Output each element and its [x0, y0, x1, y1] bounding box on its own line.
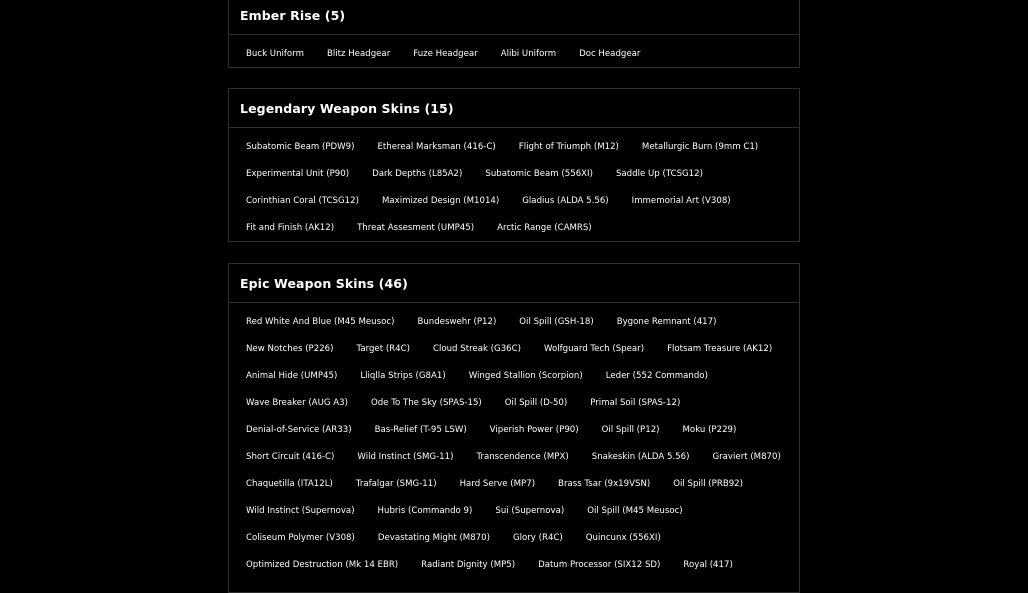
skin-item[interactable]: Oil Spill (GSH-18) — [519, 316, 594, 327]
skin-item[interactable]: Datum Processor (SIX12 SD) — [538, 560, 661, 571]
item-row — [246, 160, 799, 187]
skin-item[interactable]: Buck Uniform — [246, 48, 304, 59]
skin-item[interactable]: Graviert (M870) — [712, 452, 781, 463]
skin-item[interactable]: Oil Spill (D-50) — [504, 397, 568, 408]
skin-item[interactable]: Corinthian Coral (TCSG12) — [246, 195, 359, 206]
skin-item[interactable]: Moku (P229) — [682, 424, 737, 435]
item-row — [246, 214, 799, 241]
skin-item[interactable]: Wild Instinct (SMG-11) — [357, 452, 454, 463]
skin-item[interactable]: Denial-of-Service (AR33) — [246, 424, 352, 435]
skin-item[interactable]: Transcendence (MPX) — [476, 452, 569, 463]
item-row — [246, 308, 799, 335]
item-list — [229, 128, 799, 241]
skin-item[interactable]: Oil Spill (PRB92) — [673, 479, 743, 490]
skin-item[interactable]: Bygone Remnant (417) — [616, 316, 717, 327]
skin-item[interactable]: Metallurgic Burn (9mm C1) — [641, 141, 759, 152]
section-header — [229, 89, 799, 128]
section-title: Epic Weapon Skins (46) — [240, 275, 408, 291]
skin-item[interactable]: Fuze Headgear — [413, 48, 478, 59]
skin-item[interactable]: Lliqlla Strips (G8A1) — [360, 370, 446, 381]
skin-item[interactable]: Ode To The Sky (SPAS-15) — [370, 397, 482, 408]
skin-item[interactable]: Primal Soil (SPAS-12) — [590, 397, 681, 408]
skin-item[interactable]: Viperish Power (P90) — [489, 424, 579, 435]
skin-item[interactable]: Wave Breaker (AUG A3) — [246, 397, 348, 408]
skin-item[interactable]: Flight of Triumph (M12) — [518, 141, 619, 152]
skin-item[interactable]: Red White And Blue (M45 Meusoc) — [246, 316, 395, 327]
section-legendary-weapon-skins — [228, 88, 800, 242]
skin-item[interactable]: Hard Serve (MP7) — [459, 479, 536, 490]
skin-item[interactable]: Glory (R4C) — [512, 533, 563, 544]
skin-item[interactable]: Cloud Streak (G36C) — [432, 343, 521, 354]
skin-item[interactable]: Target (R4C) — [356, 343, 410, 354]
section-epic-weapon-skins — [228, 263, 800, 593]
skin-item[interactable]: Snakeskin (ALDA 5.56) — [591, 452, 690, 463]
section-ember-rise — [228, 0, 800, 68]
skin-item[interactable]: Chaquetilla (ITA12L) — [246, 479, 333, 490]
item-list — [229, 303, 799, 579]
skin-item[interactable]: Oil Spill (M45 Meusoc) — [587, 506, 683, 517]
skin-item[interactable]: Doc Headgear — [579, 48, 641, 59]
section-title: Legendary Weapon Skins (15) — [240, 100, 454, 116]
skin-item[interactable]: Blitz Headgear — [326, 48, 391, 59]
skin-item[interactable]: Subatomic Beam (556XI) — [485, 168, 593, 179]
skin-item[interactable]: New Notches (P226) — [246, 343, 334, 354]
skin-item[interactable]: Devastating Might (M870) — [377, 533, 490, 544]
skin-item[interactable]: Bas-Relief (T-95 LSW) — [374, 424, 467, 435]
skin-item[interactable]: Maximized Design (M1014) — [381, 195, 500, 206]
section-title: Ember Rise (5) — [240, 7, 346, 23]
skin-item[interactable]: Royal (417) — [683, 560, 733, 571]
skin-item[interactable]: Dark Depths (L85A2) — [372, 168, 463, 179]
item-row — [246, 187, 799, 214]
skin-item[interactable]: Oil Spill (P12) — [601, 424, 660, 435]
item-row — [246, 389, 799, 416]
item-row — [246, 40, 799, 67]
skin-item[interactable]: Radiant Dignity (MP5) — [421, 560, 516, 571]
skin-item[interactable]: Fit and Finish (AK12) — [246, 222, 335, 233]
item-row — [246, 552, 799, 579]
skin-item[interactable]: Experimental Unit (P90) — [246, 168, 350, 179]
section-header — [229, 264, 799, 303]
item-row — [246, 335, 799, 362]
skin-item[interactable]: Sui (Supernova) — [495, 506, 565, 517]
skin-item[interactable]: Wolfguard Tech (Spear) — [543, 343, 645, 354]
skin-item[interactable]: Gladius (ALDA 5.56) — [522, 195, 609, 206]
skin-item[interactable]: Ethereal Marksman (416-C) — [377, 141, 496, 152]
skin-item[interactable]: Short Circuit (416-C) — [246, 452, 335, 463]
skin-item[interactable]: Optimized Destruction (Mk 14 EBR) — [246, 560, 399, 571]
item-row — [246, 471, 799, 498]
skin-item[interactable]: Winged Stallion (Scorpion) — [468, 370, 583, 381]
skin-item[interactable]: Alibi Uniform — [500, 48, 557, 59]
item-row — [246, 498, 799, 525]
skin-item[interactable]: Leder (552 Commando) — [605, 370, 708, 381]
item-row — [246, 416, 799, 443]
item-row — [246, 525, 799, 552]
skin-item[interactable]: Arctic Range (CAMRS) — [497, 222, 592, 233]
skin-item[interactable]: Animal Hide (UMP45) — [246, 370, 338, 381]
skin-item[interactable]: Bundeswehr (P12) — [417, 316, 497, 327]
skin-item[interactable]: Brass Tsar (9x19VSN) — [558, 479, 651, 490]
skin-item[interactable]: Quincunx (556XI) — [585, 533, 661, 544]
skin-item[interactable]: Coliseum Polymer (V308) — [246, 533, 355, 544]
section-header — [229, 0, 799, 35]
skin-item[interactable]: Subatomic Beam (PDW9) — [246, 141, 355, 152]
item-row — [246, 362, 799, 389]
skin-item[interactable]: Wild Instinct (Supernova) — [246, 506, 355, 517]
skin-item[interactable]: Saddle Up (TCSG12) — [615, 168, 703, 179]
skin-item[interactable]: Threat Assesment (UMP45) — [357, 222, 475, 233]
skin-item[interactable]: Trafalgar (SMG-11) — [355, 479, 437, 490]
skin-item[interactable]: Flotsam Treasure (AK12) — [667, 343, 773, 354]
item-list — [229, 35, 799, 67]
skin-item[interactable]: Hubris (Commando 9) — [377, 506, 473, 517]
item-row — [246, 443, 799, 470]
item-row — [246, 133, 799, 160]
skin-item[interactable]: Immemorial Art (V308) — [631, 195, 731, 206]
